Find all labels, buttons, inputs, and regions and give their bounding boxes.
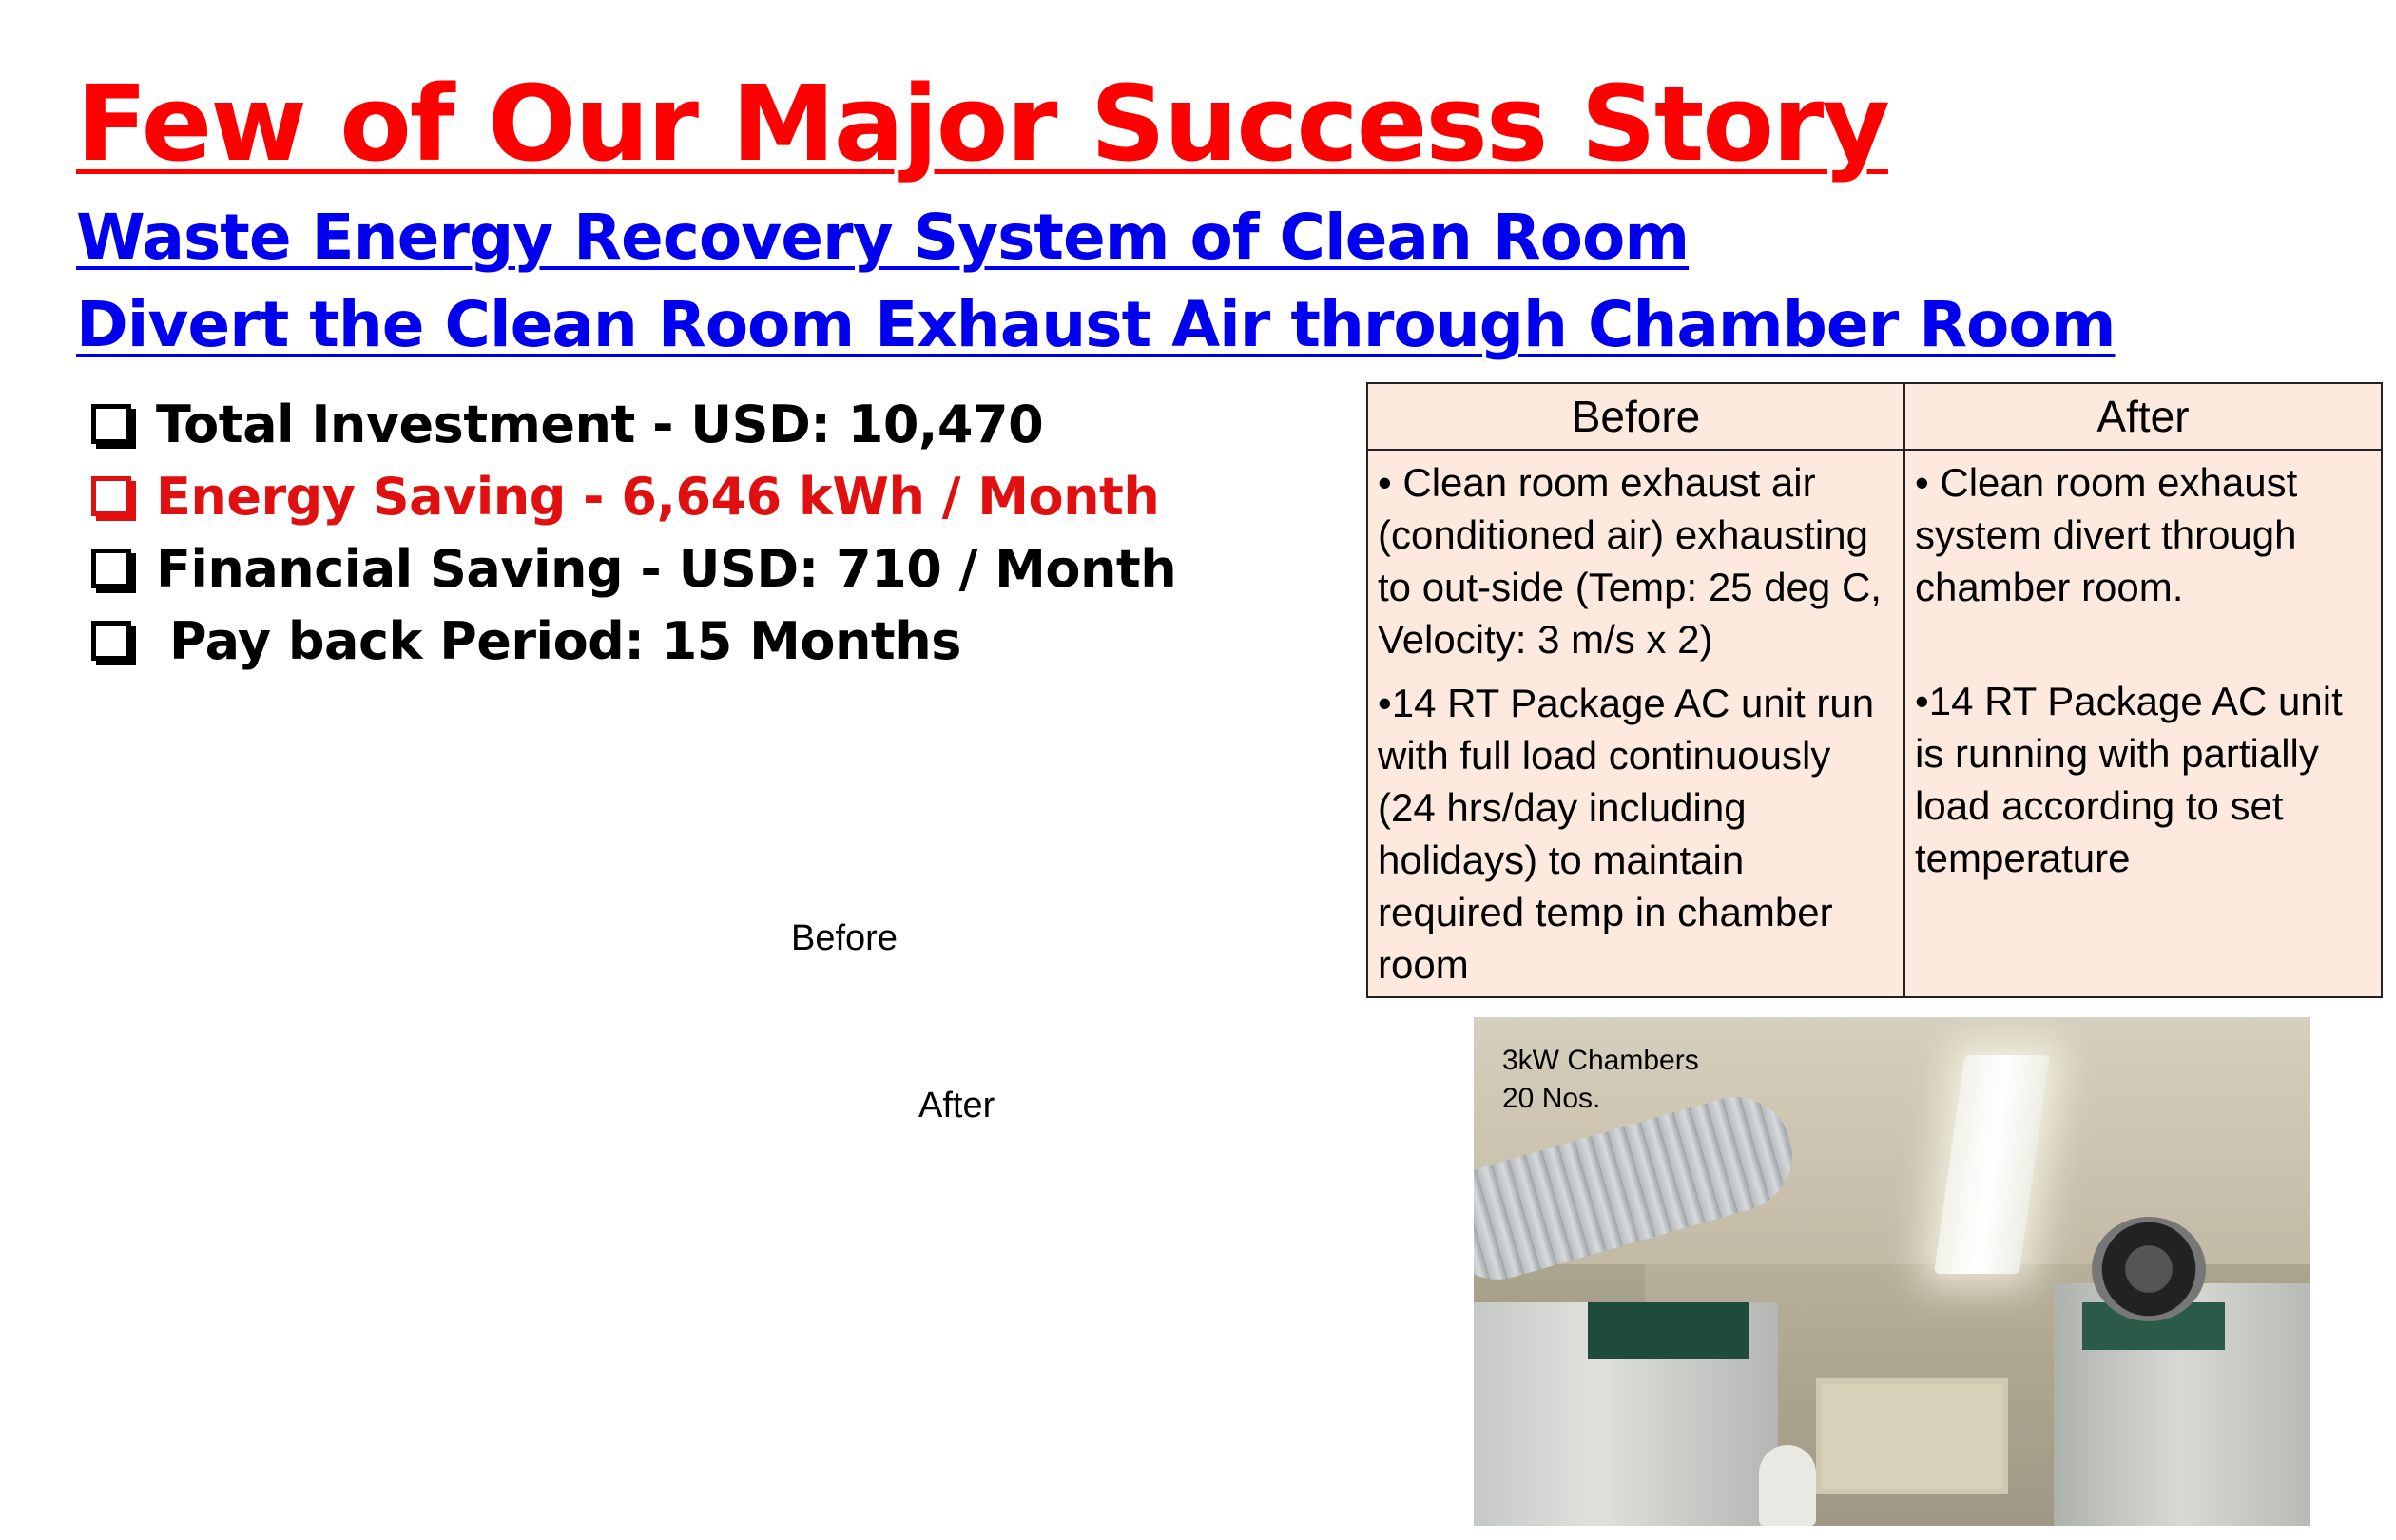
subtitle-link-divert-exhaust[interactable]: Divert the Clean Room Exhaust Air through Chamber Room [76, 288, 2116, 361]
bullet-text: Pay back Period: 15 Months [169, 610, 961, 671]
cell-before [1367, 450, 1904, 997]
photo-door [1816, 1378, 2008, 1494]
checkbox-square-icon [91, 549, 131, 588]
checkbox-square-icon [91, 476, 131, 516]
bullet-financial-saving [91, 532, 1176, 605]
bullet-text: Energy Saving - 6,646 kWh / Month [156, 466, 1160, 527]
subtitle-link-waste-energy[interactable]: Waste Energy Recovery System of Clean Room [76, 201, 1690, 274]
before-point-2: •14 RT Package AC unit run with full load continuously (24 hrs/day including holidays) to maintain required temp in chamber room [1378, 681, 1875, 987]
header-before: Before [1367, 383, 1904, 450]
bullet-text: Financial Saving - USD: 710 / Month [156, 538, 1177, 599]
header-after: After [1904, 383, 2382, 450]
photo-fan [2092, 1217, 2206, 1321]
caption-line-2: 20 Nos. [1502, 1083, 1601, 1114]
caption-line-1: 3kW Chambers [1502, 1045, 1699, 1076]
photo-chamber-panel [1588, 1302, 1749, 1359]
label-before: Before [791, 918, 898, 958]
photo-person [1759, 1445, 1816, 1526]
bullet-energy-saving [91, 460, 1176, 532]
before-point-1: • Clean room exhaust air (conditioned air) exhausting to out-side (Temp: 25 deg C, Velocity: 3 m/s x 2) [1378, 460, 1882, 662]
checkbox-square-icon [91, 404, 131, 444]
table-row [1367, 450, 2382, 997]
bullet-text: Total Investment - USD: 10,470 [156, 394, 1044, 454]
before-after-table [1366, 382, 2383, 998]
bullet-payback-period [91, 605, 1176, 677]
label-after: After [918, 1086, 995, 1126]
photo-caption [1502, 1042, 1699, 1118]
table-header-row [1367, 383, 2382, 450]
chamber-room-photo [1474, 1017, 2310, 1526]
after-point-1: • Clean room exhaust system divert through chamber room. [1915, 460, 2298, 609]
checkbox-square-icon [91, 621, 131, 661]
cell-after [1904, 450, 2382, 997]
after-point-2: •14 RT Package AC unit is running with partially load according to set temperature [1915, 679, 2343, 880]
bullet-total-investment [91, 388, 1176, 460]
page-title: Few of Our Major Success Story [76, 63, 1888, 184]
key-figures-list [91, 388, 1176, 677]
